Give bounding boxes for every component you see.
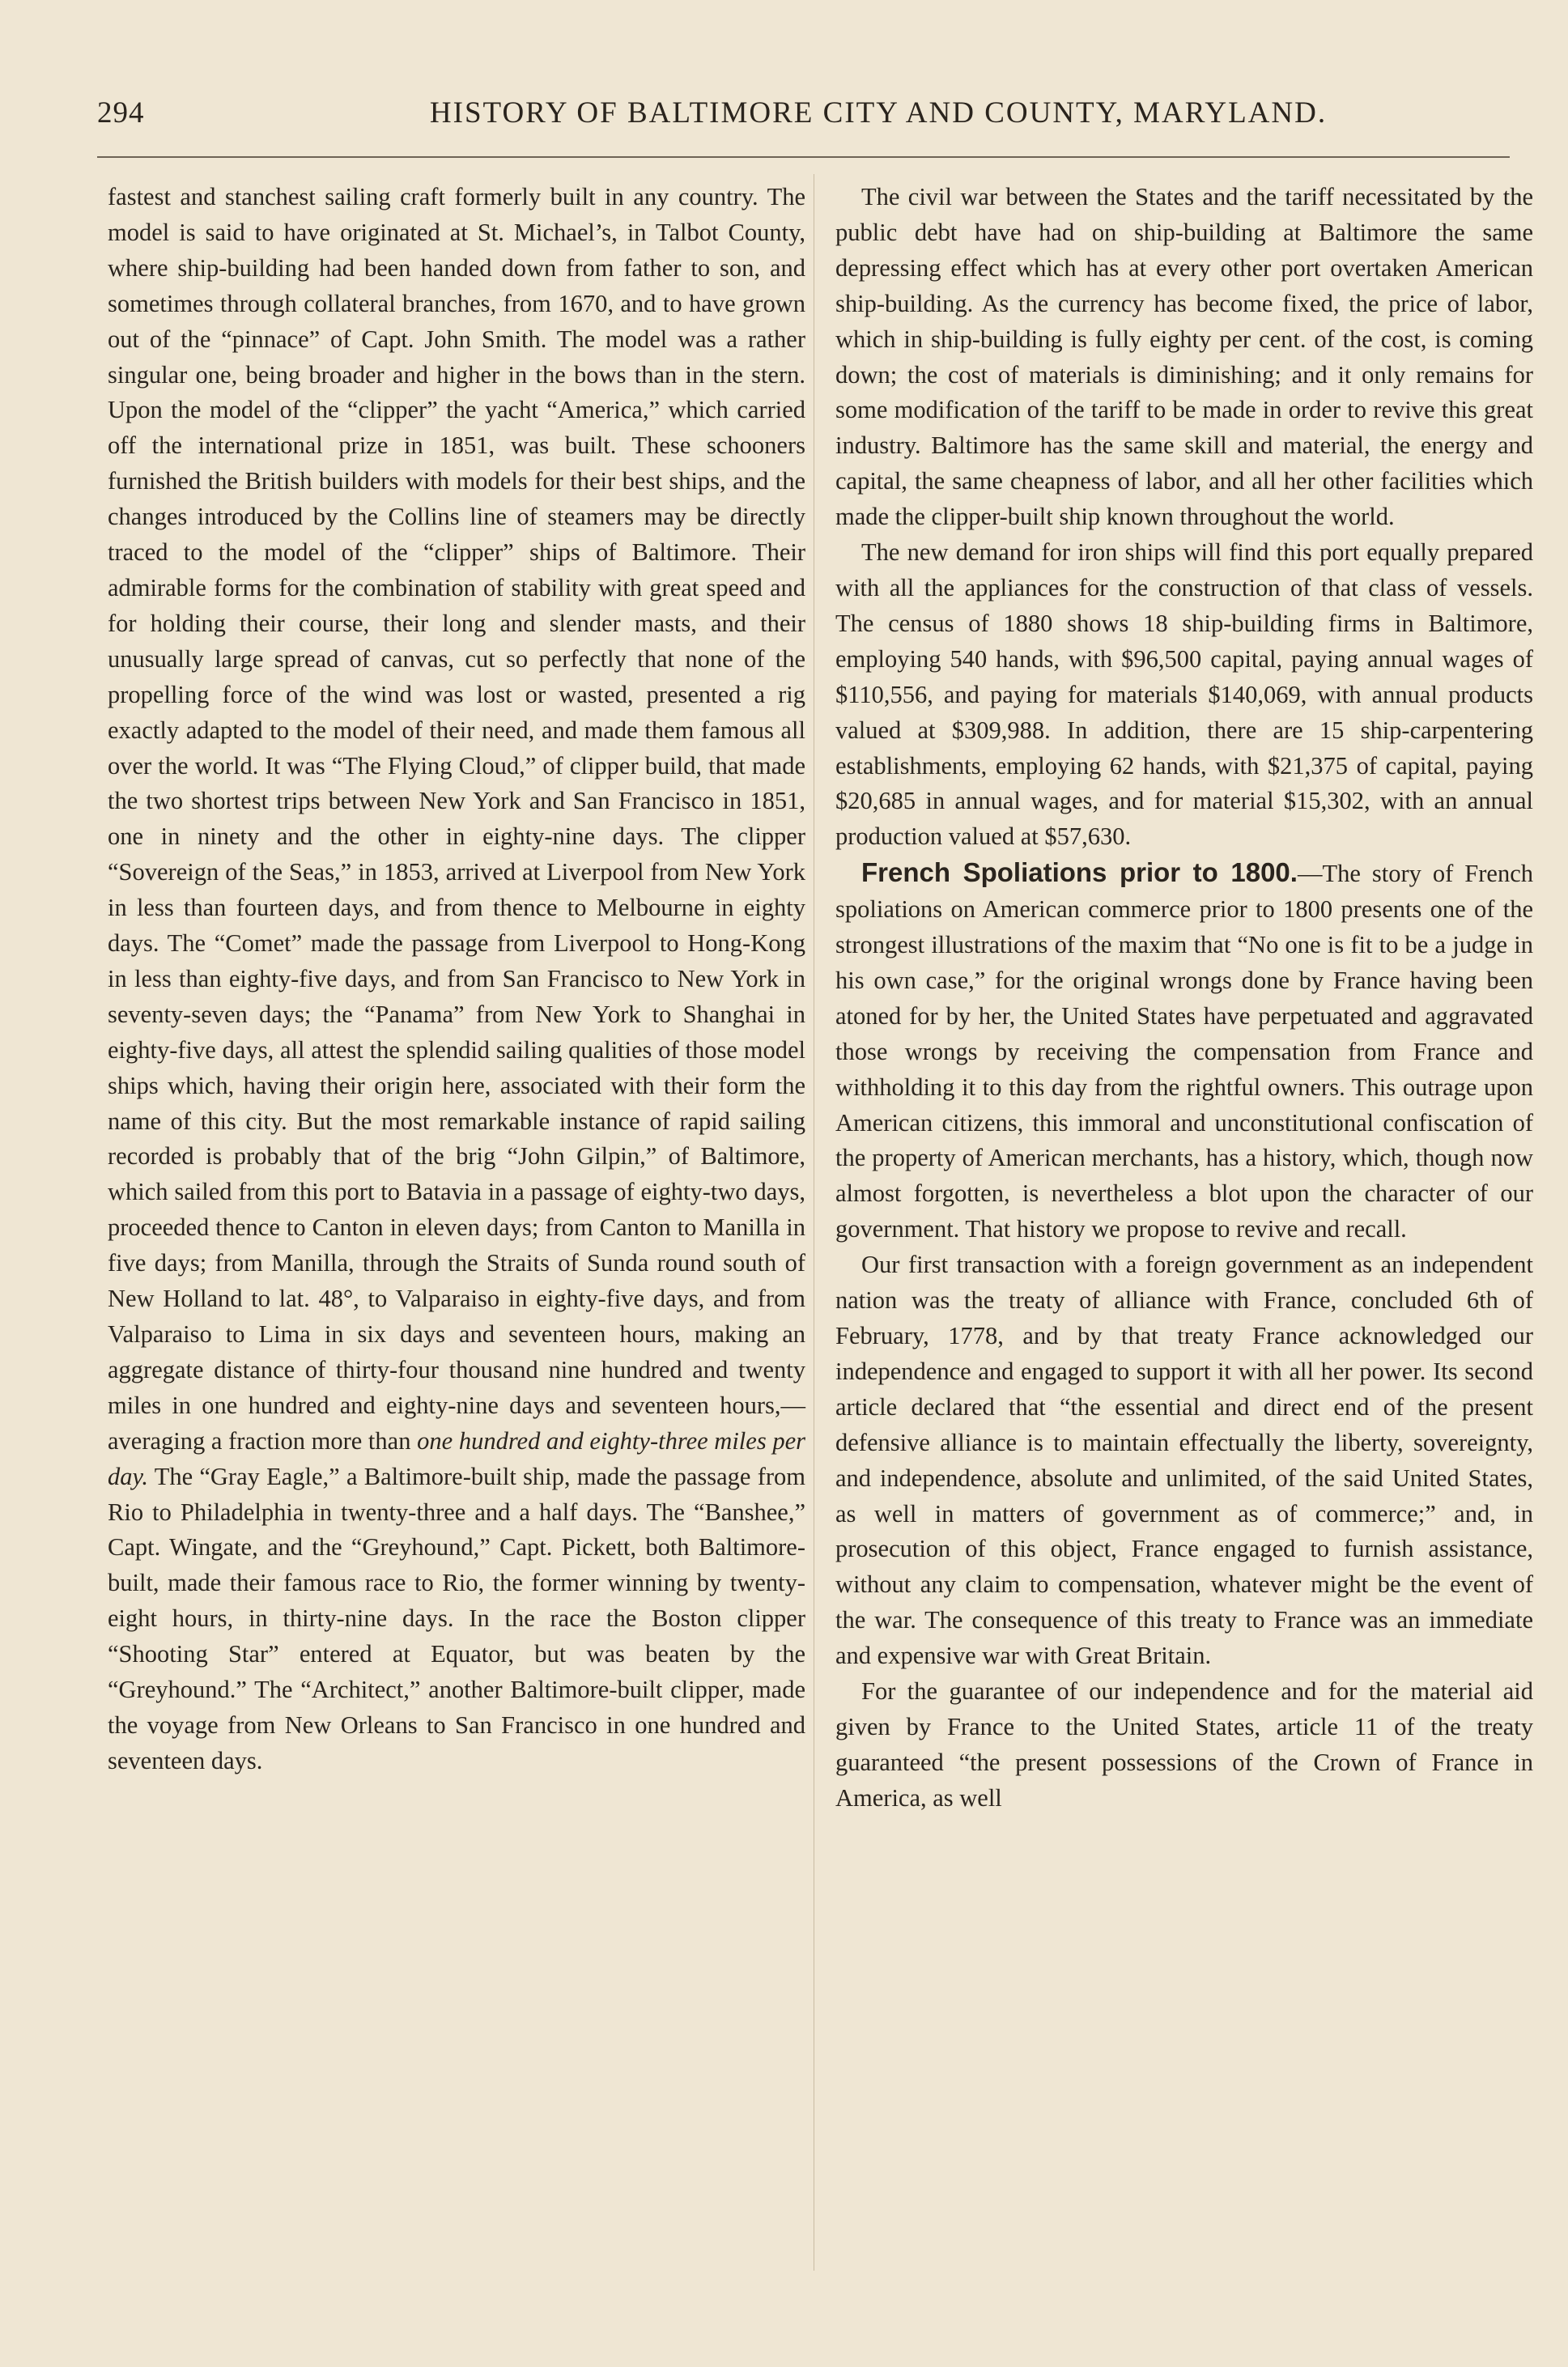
page-header bbox=[97, 96, 1506, 131]
paragraph bbox=[835, 855, 1533, 1247]
left-column bbox=[108, 180, 805, 1779]
running-title: HISTORY OF BALTIMORE CITY AND COUNTY, MARYLAND. bbox=[429, 96, 1328, 130]
paragraph-text: —The story of French spoliations on American commerce prior to 1800 presents one of the strongest illustrations of the maxim that “No one is fit to be a judge in his own case,” for the original wrongs done by France having been atoned for by her, the United States have perpetuated and aggravated those wrongs by receiving the compensation from France and withholding it to this day from the rightful owners. This outrage upon American citizens, this immoral and unconstitutional confiscation of the property of American merchants, has a history, which, though now almost forgotten, is nevertheless a blot upon the character of our government. That history we propose to revive and recall. bbox=[835, 860, 1533, 1243]
paragraph: The new demand for iron ships will find this port equally prepared with all the appliances for the construction of that class of vessels. The census of 1880 shows 18 ship-building firms in Baltimore, employing 540 hands, with $96,500 capital, paying annual wages of $110,556, and paying for materials $140,069, with annual products valued at $309,988. In addition, there are 15 ship-carpentering establishments, employing 62 hands, with $21,375 of capital, paying $20,685 in annual wages, and for material $15,302, with an annual production valued at $57,630. bbox=[835, 538, 1533, 851]
header-rule bbox=[97, 156, 1510, 158]
right-column bbox=[835, 180, 1533, 1817]
paragraph-text: fastest and stanchest sailing craft formerly built in any country. The model is said to have originated at St. Michael’s, in Talbot County, where ship-building had been handed down from father to son, and sometimes through collateral branches, from 1670, and to have grown out of the “pinnace” of Capt. John Smith. The model was a rather singular one, being broader and higher in the bows than in the stern. Upon the model of the “clipper” the yacht “America,” which carried off the international prize in 1851, was built. These schooners furnished the British builders with models for their best ships, and the changes introduced by the Collins line of steamers may be directly traced to the model of the “clipper” ships of Baltimore. Their admirable forms for the combination of stability with great speed and for holding their course, their long and slender masts, and their unusually large spread of canvas, cut so perfectly that none of the propelling force of the wind was lost or wasted, presented a rig exactly adapted to the model of their need, and made them famous all over the world. It was “The Flying Cloud,” of clipper build, that made the two shortest trips between New York and San Francisco in 1851, one in ninety and the other in eighty-nine days. The clipper “Sovereign of the Seas,” in 1853, arrived at Liverpool from New York in less than fourteen days, and from thence to Melbourne in eighty days. The “Comet” made the passage from Liverpool to Hong-Kong in less than eighty-five days, and from San Francisco to New York in seventy-seven days; the “Panama” from New York to Shanghai in eighty-five days, all attest the splendid sailing qualities of those model ships which, having their origin here, associated with their form the name of this city. But the most remarkable instance of rapid sailing recorded is probably that of the brig “John Gilpin,” of Baltimore, which sailed from this port to Batavia in a passage of eighty-two days, proceeded thence to Canton in eleven days; from Canton to Manilla in five days; from Manilla, through the Straits of Sunda round south of New Holland to lat. 48°, to Valparaiso in eighty-five days, and from Valparaiso to Lima in six days and seventeen hours, making an aggregate distance of thirty-four thousand nine hundred and twenty miles in one hundred and eighty-nine days and seventeen hours,—averaging a fraction more than bbox=[108, 183, 805, 1455]
page-number: 294 bbox=[97, 96, 145, 130]
paragraph: Our first transaction with a foreign government as an independent nation was the treaty of alliance with France, concluded 6th of February, 1778, and by that treaty France acknowledged our independence and engaged to support it with all her power. Its second article declared that “the essential and direct end of the present defensive alliance is to maintain effectually the liberty, sovereignty, and independence, absolute and unlimited, of the said United States, as well in matters of government as of commerce;” and, in prosecution of this object, France engaged to furnish assistance, without any claim to compensation, whatever might be the event of the war. The consequence of this treaty to France was an immediate and expensive war with Great Britain. bbox=[835, 1251, 1533, 1670]
section-heading: French Spoliations prior to 1800. bbox=[861, 857, 1298, 888]
paragraph: For the guarantee of our independence and for the material aid given by France to the United States, article 11 of the treaty guaranteed “the present possessions of the Crown of France in America, as well bbox=[835, 1677, 1533, 1812]
paragraph: The civil war between the States and the tariff necessitated by the public debt have had on ship-building at Baltimore the same depressing effect which has at every other port overtaken American ship-building. As the currency has become fixed, the price of labor, which in ship-building is fully eighty per cent. of the cost, is coming down; the cost of materials is diminishing; and it only remains for some modification of the tariff to be made in order to revive this great industry. Baltimore has the same skill and material, the energy and capital, the same cheapness of labor, and all her other facilities which made the clipper-built ship known throughout the world. bbox=[835, 183, 1533, 531]
paragraph-text: The “Gray Eagle,” a Baltimore-built ship, made the passage from Rio to Philadelphia in twenty-three and a half days. The “Banshee,” Capt. Wingate, and the “Greyhound,” Capt. Pickett, both Baltimore-built, made their famous race to Rio, the former winning by twenty-eight hours, in thirty-nine days. In the race the Boston clipper “Shooting Star” entered at Equator, but was beaten by the “Greyhound.” The “Architect,” another Baltimore-built clipper, made the voyage from New Orleans to San Francisco in one hundred and seventeen days. bbox=[108, 1462, 805, 1774]
italic-phrase: one hundred and eighty-three miles per day. bbox=[108, 1426, 806, 1490]
paragraph bbox=[108, 180, 805, 1779]
